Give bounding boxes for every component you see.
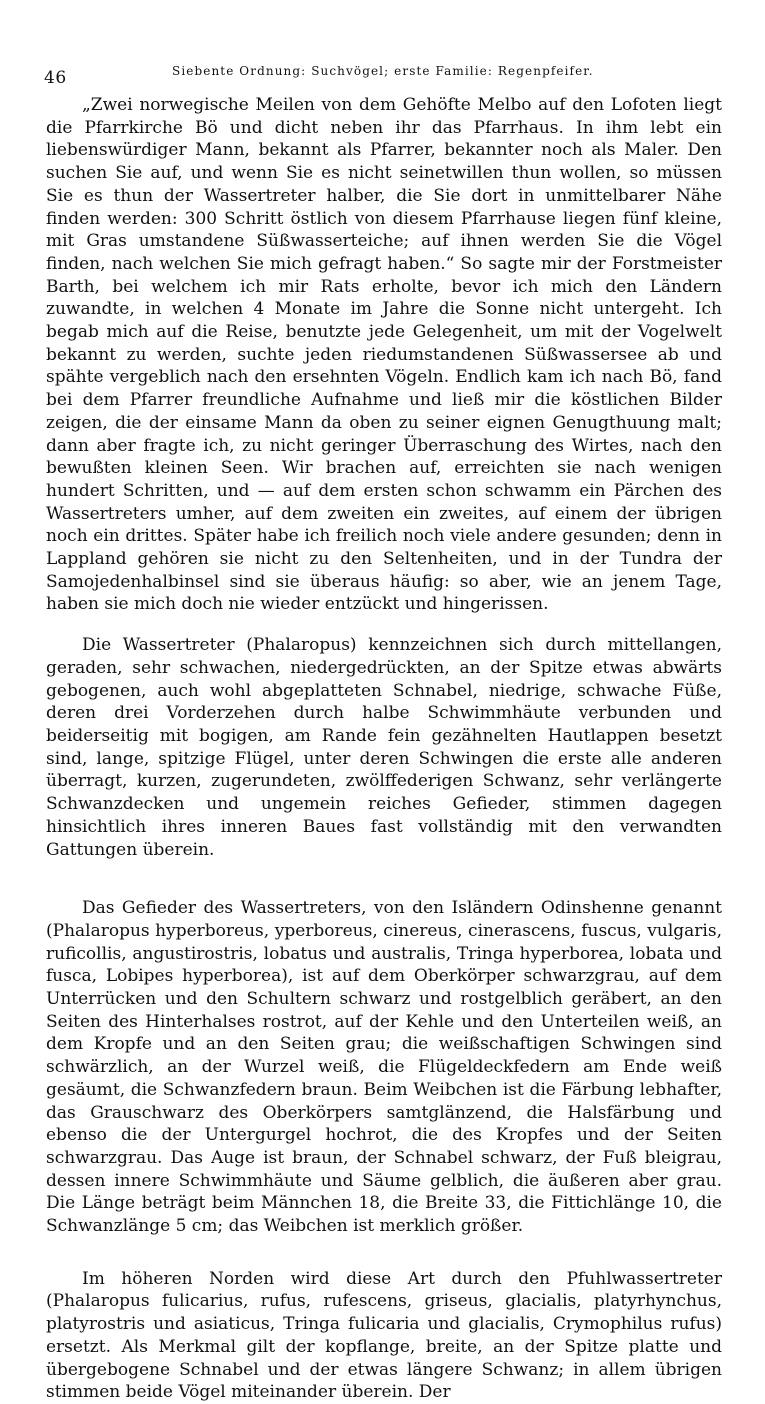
paragraph-genus-description: Die Wassertreter (Phalaropus) kennzeichnen sich durch mittellangen, geraden, sehr schwachen, niedergedrückten, an der Spitze etwas abwärts gebogenen, auch wohl abgeplatteten Schnabel, niedrige, schwache Füße, deren drei Vorderzehen durch halbe Schwimmhäute verbunden und beiderseitig mit bogigen, am Rande fein gezähnelten Hautlappen besetzt sind, lange, spitzige Flügel, unter deren Schwingen die erste alle anderen überragt, kurzen, zugerundeten, zwölffederigen Schwanz, sehr verlängerte Schwanzdecken und ungemein reiches Gefieder, stimmen dagegen hinsichtlich ihres inneren Baues fast vollständig mit den verwandten Gattungen überein.: [46, 635, 722, 860]
paragraph-plumage-description: Das Gefieder des Wassertreters, von den Isländern Odinshenne genannt (Phalaropus hyperboreus, yperboreus, cinereus, cinerascens, fuscus, vulgaris, ruficollis, angustirostris, lobatus und australis, Tringa hyperborea, lobata und fusca, Lobipes hyperborea), ist auf dem Oberkörper schwarzgrau, auf dem Unterrücken und den Schultern schwarz und rostgelblich geräbert, an den Seiten des Hinterhalses rostrot, auf der Kehle und den Unterteilen weiß, an dem Kropfe und an den Seiten grau; die weißschaftigen Schwingen sind schwärzlich, an der Wurzel weiß, die Flügeldeckfedern am Ende weiß gesäumt, die Schwanzfedern braun. Beim Weibchen ist die Färbung lebhafter, das Grauschwarz des Oberkörpers samtglänzend, die Halsfärbung und ebenso die der Untergurgel hochrot, die des Kropfes und der Seiten schwarzgrau. Das Auge ist braun, der Schnabel schwarz, der Fuß bleigrau, dessen innere Schwimmhäute und Säume gelblich, die äußeren aber grau. Die Länge beträgt beim Männchen 18, die Breite 33, die Fittichlänge 10, die Schwanzlänge 5 cm; das Weibchen ist merklich größer.: [46, 898, 722, 1237]
paragraph-northern-species: Im höheren Norden wird diese Art durch den Pfuhlwassertreter (Phalaropus fulicarius, rufus, rufescens, griseus, glacialis, platyrhynchus, platyrostris und asiaticus, Tringa fulicaria und glacialis, Crymophilus rufus) ersetzt. Als Merkmal gilt der kopflange, breite, an der Spitze platte und übergebogene Schnabel und der etwas längere Schwanz; in allem übrigen stimmen beide Vögel miteinander überein. Der: [46, 1268, 722, 1403]
paragraph-intro: „Zwei norwegische Meilen von dem Gehöfte Melbo auf den Lofoten liegt die Pfarrkirche Bö und dicht neben ihr das Pfarrhaus. In ihm lebt ein liebenswürdiger Mann, bekannt als Pfarrer, bekannter noch als Maler. Den suchen Sie auf, und wenn Sie es nicht seinetwillen thun wollen, so müssen Sie es thun der Wassertreter halber, die Sie dort in unmittelbarer Nähe finden werden: 300 Schritt östlich von diesem Pfarrhause liegen fünf kleine, mit Gras umstandene Süßwasserteiche; auf ihnen werden Sie die Vögel finden, nach welchen Sie mich gefragt haben.“ So sagte mir der Forstmeister Barth, bei welchem ich mir Rats erholte, bevor ich mich den Ländern zuwandte, in welchen 4 Monate im Jahre die Sonne nicht untergeht. Ich begab mich auf die Reise, benutzte jede Gelegenheit, um mit der Vogelwelt bekannt zu werden, suchte jeden riedumstandenen Süßwassersee ab und spähte vergeblich nach den ersehnten Vögeln. Endlich kam ich nach Bö, fand bei dem Pfarrer freundliche Aufnahme und ließ mir die köstlichen Bilder zeigen, die der einsame Mann da oben zu seiner eignen Genugthuung malt; dann aber fragte ich, zu nicht geringer Überraschung des Wirtes, nach den bewußten kleinen Seen. Wir brachen auf, erreichten sie nach wenigen hundert Schritten, und — auf dem ersten schon schwamm ein Pärchen des Wassertreters umher, auf dem zweiten ein zweites, auf einem der übrigen noch ein drittes. Später habe ich freilich noch viele andere gesunden; denn in Lappland gehören sie nicht zu den Seltenheiten, und in der Tundra der Samojedenhalbinsel sind sie überaus häufig: so aber, wie an jenem Tage, haben sie mich doch nie wieder entzückt und hingerissen.: [46, 95, 722, 615]
page-number: 46: [44, 68, 67, 88]
running-head: Siebente Ordnung: Suchvögel; erste Familie: Regenpfeifer.: [172, 64, 594, 78]
page-body: [46, 94, 722, 1403]
page-header: [44, 56, 723, 88]
